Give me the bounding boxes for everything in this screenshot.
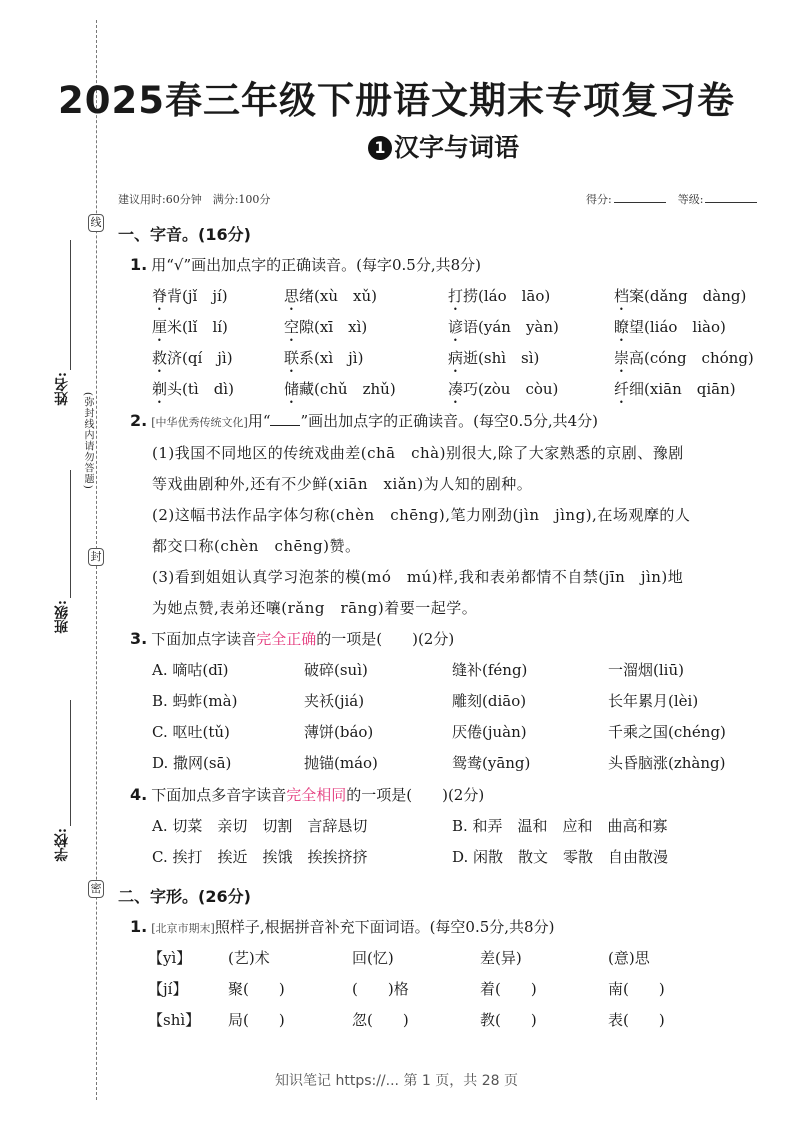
q3-option-item: A. 嘀咕(dī) — [152, 661, 229, 679]
q1-item: 病逝(shì sì) — [448, 349, 540, 367]
q1-item: 瞭望(liáo liào) — [614, 318, 726, 336]
name-label: 姓名: — [54, 372, 70, 406]
q5-word: 局( ) — [228, 1011, 285, 1029]
q5-word: (艺)术 — [228, 949, 270, 967]
q2-mark-blank — [270, 425, 300, 426]
q3-option-item: 长年累月(lèi) — [608, 692, 699, 710]
q3-option-item: 头昏脑涨(zhàng) — [608, 754, 726, 772]
q1-item: 救济(qí jì) — [152, 349, 233, 367]
time-info: 建议用时:60分钟 满分:100分 — [118, 193, 271, 206]
q3-option-item: 鸳鸯(yāng) — [452, 754, 531, 772]
q3-option-item: 千乘之国(chéng) — [608, 723, 726, 741]
q5-pinyin: 【shì】 — [148, 1011, 201, 1029]
subtitle-number: 1 — [368, 136, 392, 160]
q5-word: 回(忆) — [352, 949, 394, 967]
page-subtitle: 1 汉字与词语 — [368, 128, 519, 164]
q3-option-item: 厌倦(juàn) — [452, 723, 527, 741]
q1-item: 剃头(tì dì) — [152, 380, 234, 398]
q1-item: 脊背(jǐ jí) — [152, 287, 228, 305]
score-line — [614, 202, 666, 203]
q5-word: 忽( ) — [352, 1011, 409, 1029]
seal-mark-mi: 密 — [88, 880, 104, 898]
q1-item: 崇高(cóng chóng) — [614, 349, 754, 367]
page-title: 2025春三年级下册语文期末专项复习卷 — [58, 79, 735, 122]
q4-option: A. 切菜 亲切 切割 言辞恳切 — [152, 817, 368, 835]
q3-option-item: C. 呕吐(tǔ) — [152, 723, 230, 741]
q4-stem: 4. 下面加点多音字读音完全相同的一项是( )(2分) — [130, 785, 485, 804]
school-line — [70, 700, 71, 826]
q1-item: 打捞(láo lāo) — [448, 287, 551, 305]
seal-note: (弥封线内请勿答题) — [82, 392, 93, 490]
q2-stem: 2. [中华优秀传统文化]用“ ”画出加点字的正确读音。(每空0.5分,共4分) — [130, 411, 599, 430]
q5-word: 差(异) — [480, 949, 522, 967]
q3-option-item: 夹袄(jiá) — [304, 692, 365, 710]
school-label: 学校: — [54, 828, 70, 862]
q2-p1-line1: (1)我国不同地区的传统戏曲差(chā chà)别很大,除了大家熟悉的京剧、豫剧 — [152, 444, 684, 462]
q2-p3-line1: (3)看到姐姐认真学习泡茶的模(mó mú)样,我和表弟都情不自禁(jīn jìn)地 — [152, 568, 684, 586]
class-label: 班级: — [54, 600, 70, 634]
section-2-heading: 二、字形。(26分) — [118, 887, 251, 906]
class-line — [70, 470, 71, 598]
page-footer: 知识笔记 https://... 第 1 页，共 28 页 — [275, 1073, 518, 1089]
q1-item: 储藏(chǔ zhǔ) — [284, 380, 396, 398]
q2-p2-line1: (2)这幅书法作品字体匀称(chèn chēng),笔力刚劲(jìn jìng),在场观摩的人 — [152, 506, 691, 524]
q3-option-item: 缝补(féng) — [452, 661, 528, 679]
q1-item: 凑巧(zòu còu) — [448, 380, 559, 398]
q1-stem: 1. 用“√”画出加点字的正确读音。(每字0.5分,共8分) — [130, 255, 481, 274]
q1-item: 谚语(yán yàn) — [448, 318, 559, 336]
seal-mark-feng: 封 — [88, 548, 104, 566]
q5-word: 表( ) — [608, 1011, 665, 1029]
q1-item: 纤细(xiān qiān) — [614, 380, 736, 398]
q4-option: C. 挨打 挨近 挨饿 挨挨挤挤 — [152, 848, 368, 866]
q3-option-item: 雕刻(diāo) — [452, 692, 527, 710]
q5-word: 聚( ) — [228, 980, 285, 998]
q1-item: 空隙(xī xì) — [284, 318, 368, 336]
q3-option-item: B. 蚂蚱(mà) — [152, 692, 238, 710]
q3-option-item: D. 撒网(sā) — [152, 754, 232, 772]
q5-pinyin: 【yì】 — [148, 949, 192, 967]
seal-mark-xian: 线 — [88, 214, 104, 232]
q3-option-item: 抛锚(máo) — [304, 754, 378, 772]
q3-option-item: 一溜烟(liū) — [608, 661, 684, 679]
grade-line — [705, 202, 757, 203]
q4-option: B. 和弄 温和 应和 曲高和寡 — [452, 817, 668, 835]
q1-item: 联系(xì jì) — [284, 349, 364, 367]
q1-item: 档案(dǎng dàng) — [614, 287, 747, 305]
q3-option-item: 薄饼(báo) — [304, 723, 374, 741]
q5-pinyin: 【jí】 — [148, 980, 188, 998]
q5-word: ( )格 — [352, 980, 409, 998]
q2-p1-line2: 等戏曲剧种外,还有不少鲜(xiān xiǎn)为人知的剧种。 — [152, 475, 533, 493]
q3-stem: 3. 下面加点字读音完全正确的一项是( )(2分) — [130, 629, 455, 648]
q5-stem: 1. [北京市期末]照样子,根据拼音补充下面词语。(每空0.5分,共8分) — [130, 917, 555, 936]
q5-word: 教( ) — [480, 1011, 537, 1029]
q1-item: 思绪(xù xǔ) — [284, 287, 377, 305]
q5-word: (意)思 — [608, 949, 650, 967]
q4-option: D. 闲散 散文 零散 自由散漫 — [452, 848, 669, 866]
name-line — [70, 240, 71, 370]
score-area: 得分: 等级: — [586, 191, 757, 207]
q3-option-item: 破碎(suì) — [304, 661, 368, 679]
q5-word: 南( ) — [608, 980, 665, 998]
q5-word: 着( ) — [480, 980, 537, 998]
q1-item: 厘米(lǐ lí) — [152, 318, 228, 336]
q2-p3-line2: 为她点赞,表弟还嚷(rǎng rāng)着要一起学。 — [152, 599, 478, 617]
section-1-heading: 一、字音。(16分) — [118, 225, 251, 244]
q2-p2-line2: 都交口称(chèn chēng)赞。 — [152, 537, 361, 555]
